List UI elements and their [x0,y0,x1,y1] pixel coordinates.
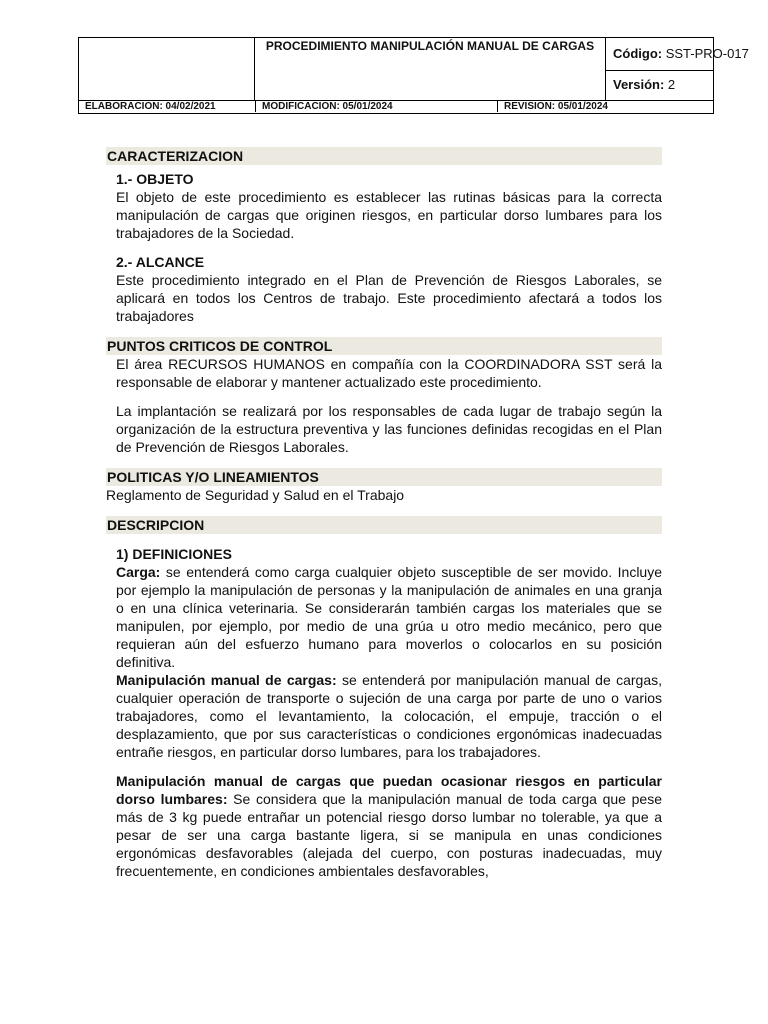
logo-cell [79,38,255,100]
definicion-carga [106,563,662,671]
puntos-paragraph-2: La implantación se realizará por los responsables de cada lugar de trabajo según la organización de la estructura preventiva y las funciones definidas recogidas en el Plan de Prevención de Riesgos Laborales. [116,403,662,455]
riesgo-text: Se considera que la manipulación manual de toda carga que pese más de 3 kg puede entrañar un potencial riesgo dorso lumbar no tolerable, ya que a pesar de ser una carga bastante ligera, si se manipula en unas condiciones ergonómicas desfavorables (alejada del cuerpo, con posturas inadecuadas, muy frecuentemente, en condiciones ambientales desfavorables, [116,791,662,879]
puntos-paragraph-1: El área RECURSOS HUMANOS en compañía con la COORDINADORA SST será la responsable de elaborar y mantener actualizado este procedimiento. [116,356,662,390]
objeto-heading: 1.- OBJETO [116,171,194,187]
mmc-term: Manipulación manual de cargas: [116,672,337,688]
dates-row [79,100,713,113]
revision-date: REVISION: 05/01/2024 [497,101,608,112]
mmc-text: se entenderá por manipulación manual de cargas, cualquier operación de transporte o sujeción de una carga por parte de uno o varios trabajadores, como el levantamiento, la colocación, el empuje, tracción o el desplazamiento, que por sus características o condiciones ergonómicas inadecuadas entrañe riesgos, en particular dorso lumbares, para los trabajadores. [116,672,662,760]
section-caracterizacion: CARACTERIZACION [106,147,662,165]
alcance-heading: 2.- ALCANCE [116,254,205,270]
document-header [78,37,749,114]
definiciones-heading: 1) DEFINICIONES [116,546,232,562]
section-puntos-criticos: PUNTOS CRITICOS DE CONTROL [106,337,662,355]
definicion-riesgo [106,772,662,880]
section-descripcion: DESCRIPCION [106,516,662,534]
document-body [106,147,662,880]
version-label: Versión: [613,77,665,92]
code-value: SST-PRO-017 [665,46,749,61]
document-title: PROCEDIMIENTO MANIPULACIÓN MANUAL DE CARGAS [255,38,606,100]
definicion-mmc [106,671,662,761]
carga-term: Carga: [116,564,161,580]
modificacion-date: MODIFICACION: 05/01/2024 [255,101,497,112]
riesgo-term: Manipulación manual de cargas que puedan ocasionar riesgos en particular dorso lumbares: [116,773,662,807]
section-politicas: POLITICAS Y/O LINEAMIENTOS [106,468,662,486]
alcance-text: Este procedimiento integrado en el Plan de Prevención de Riesgos Laborales, se aplicará en todos los Centros de trabajo. Este procedimiento afectará a todos los trabajadores [116,272,662,324]
code-label: Código: [613,46,663,61]
code-cell [606,38,749,71]
politicas-text: Reglamento de Seguridad y Salud en el Trabajo [106,487,405,503]
carga-text: se entenderá como carga cualquier objeto susceptible de ser movido. Incluye por ejemplo la manipulación de personas y la manipulación de animales en una granja o en una clínica veterinaria. Se considerarán también cargas los materiales que se manipulen, por ejemplo, por medio de una grúa u otro medio mecánico, pero que requieran aún del esfuerzo humano para moverlos o colocarlos en su posición definitiva. [116,564,662,670]
objeto-text: El objeto de este procedimiento es establecer las rutinas básicas para la correcta manipulación de cargas que originen riesgos, en particular dorso lumbares para los trabajadores de la Sociedad. [116,189,662,241]
version-cell [606,71,713,100]
elaboracion-date: ELABORACION: 04/02/2021 [85,101,216,112]
version-value: 2 [667,77,676,92]
